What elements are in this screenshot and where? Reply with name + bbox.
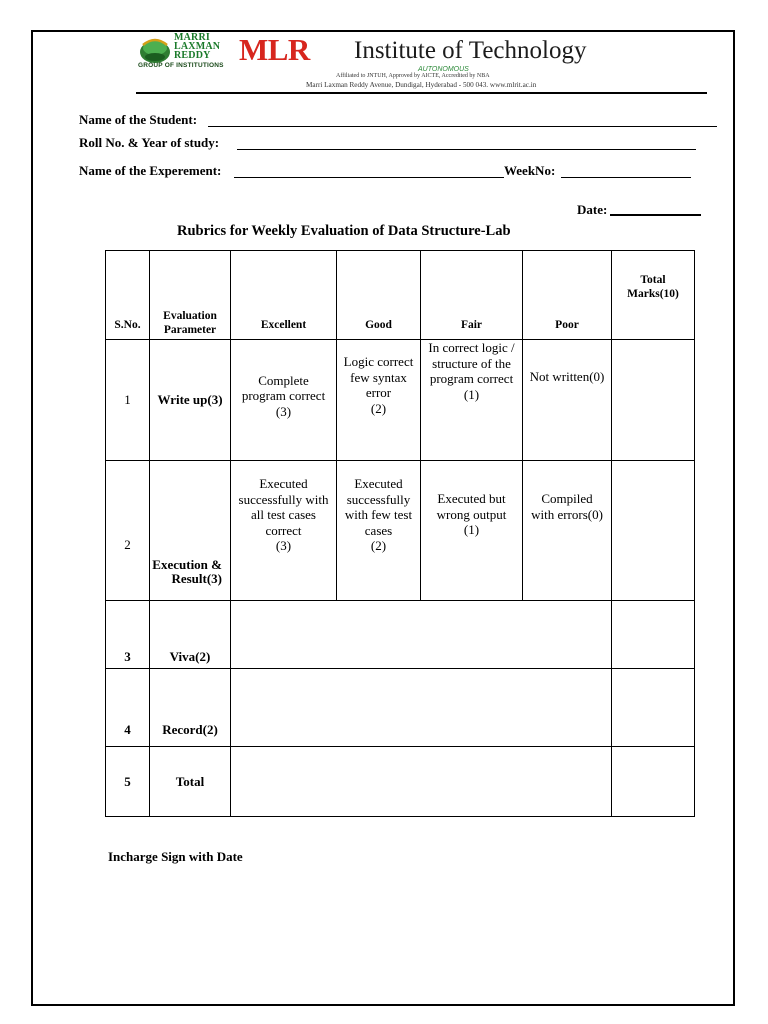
total-marks-header <box>612 251 695 340</box>
table-row <box>106 669 695 747</box>
row-sno: 4 <box>106 669 150 747</box>
table-header-row <box>106 251 695 340</box>
fair-cell <box>421 461 523 601</box>
cell-line: (2) <box>370 400 387 416</box>
brand-long: Institute of Technology <box>354 37 587 64</box>
total-marks-cell[interactable] <box>612 669 695 747</box>
total-marks-cell[interactable] <box>612 747 695 817</box>
cell-line: program correct <box>429 371 514 386</box>
total-header-line: Marks(10) <box>627 288 679 300</box>
roll-label: Roll No. & Year of study: <box>79 135 220 150</box>
address-text: Marri Laxman Reddy Avenue, Dundigal, Hyderabad - 500 043. www.mlrit.ac.in <box>306 81 537 89</box>
poor-cell <box>523 461 612 601</box>
experiment-field[interactable] <box>234 177 504 178</box>
grand-total-cell[interactable] <box>231 747 612 817</box>
cell-line: correct <box>265 522 302 538</box>
row-parameter: Total <box>150 747 231 817</box>
total-marks-cell[interactable] <box>612 601 695 669</box>
affiliation-text: Affiliated to JNTUH, Approved by AICTE, Accredited by NBA <box>336 73 490 79</box>
experiment-label: Name of the Experement: <box>79 163 222 178</box>
cell-line: Not written(0) <box>529 369 605 384</box>
cell-line: wrong output <box>436 506 507 522</box>
cell-line: successfully with <box>238 491 329 507</box>
row-sno: 3 <box>106 601 150 669</box>
viva-marks-cell[interactable] <box>231 601 612 669</box>
cell-line: Executed but <box>437 491 506 506</box>
cell-line: program correct <box>241 388 326 404</box>
poor-cell <box>523 340 612 461</box>
cell-line: In correct logic / <box>428 340 515 355</box>
good-cell <box>337 461 421 601</box>
cell-line: Complete <box>258 372 309 388</box>
parameter-header-line: Parameter <box>163 324 217 336</box>
excellent-header: Excellent <box>231 251 337 340</box>
param-line: Result(3) <box>171 571 222 586</box>
row-parameter: Write up(3) <box>150 340 231 461</box>
cell-line: Logic correct <box>343 354 414 369</box>
incharge-signature-label: Incharge Sign with Date <box>108 849 243 864</box>
cell-line: (1) <box>463 386 480 402</box>
total-marks-cell[interactable] <box>612 461 695 601</box>
week-label: WeekNo: <box>504 163 556 178</box>
group-of-institutions: GROUP OF INSTITUTIONS <box>138 62 224 69</box>
fair-cell <box>421 340 523 461</box>
row-parameter: Viva(2) <box>150 601 231 669</box>
cell-line: all test cases <box>251 507 316 522</box>
week-field[interactable] <box>561 177 691 178</box>
parameter-header <box>150 251 231 340</box>
logo-name-line: LAXMAN <box>174 41 221 52</box>
row-parameter: Record(2) <box>150 669 231 747</box>
cell-line: Compiled <box>541 491 593 506</box>
letterhead <box>136 33 708 95</box>
date-label: Date: <box>577 202 608 217</box>
header-divider <box>136 92 707 94</box>
autonomous-badge: AUTONOMOUS <box>418 66 469 73</box>
cell-line: Executed <box>259 476 308 491</box>
total-header-line: Total <box>640 274 666 286</box>
student-name-field[interactable] <box>208 126 717 127</box>
table-row <box>106 747 695 817</box>
logo-name-line: REDDY <box>174 50 211 61</box>
cell-line: (1) <box>463 522 480 537</box>
cell-line: (3) <box>275 538 292 553</box>
row-sno: 1 <box>106 340 150 461</box>
logo-name-line: MARRI <box>174 32 210 43</box>
table-row <box>106 461 695 601</box>
cell-line: Executed <box>354 476 403 491</box>
institution-emblem-icon <box>138 35 172 65</box>
row-sno: 2 <box>106 461 150 601</box>
table-row <box>106 340 695 461</box>
cell-line: successfully <box>346 491 411 507</box>
cell-line: with errors(0) <box>531 506 603 522</box>
rubric-table <box>105 250 695 817</box>
parameter-header-line: Evaluation <box>163 310 217 322</box>
cell-line: cases <box>364 522 393 538</box>
record-marks-cell[interactable] <box>231 669 612 747</box>
student-name-label: Name of the Student: <box>79 112 198 127</box>
brand-short: MLR <box>239 32 310 67</box>
fair-header: Fair <box>421 251 523 340</box>
cell-line: (2) <box>370 538 387 553</box>
date-field[interactable] <box>610 214 701 216</box>
cell-line: with few test <box>344 507 413 522</box>
excellent-cell <box>231 461 337 601</box>
cell-line: structure of the <box>432 355 511 371</box>
logo-names <box>174 33 220 60</box>
excellent-cell <box>231 340 337 461</box>
good-header: Good <box>337 251 421 340</box>
param-line: Execution & <box>152 557 222 572</box>
cell-line: (3) <box>275 403 292 419</box>
sno-header: S.No. <box>106 251 150 340</box>
row-sno: 5 <box>106 747 150 817</box>
cell-line: few syntax <box>350 369 407 385</box>
rubric-title: Rubrics for Weekly Evaluation of Data Structure-Lab <box>177 223 511 239</box>
total-marks-cell[interactable] <box>612 340 695 461</box>
cell-line: error <box>365 385 392 400</box>
roll-field[interactable] <box>237 149 696 150</box>
row-parameter <box>150 461 231 601</box>
table-row <box>106 601 695 669</box>
poor-header: Poor <box>523 251 612 340</box>
good-cell <box>337 340 421 461</box>
